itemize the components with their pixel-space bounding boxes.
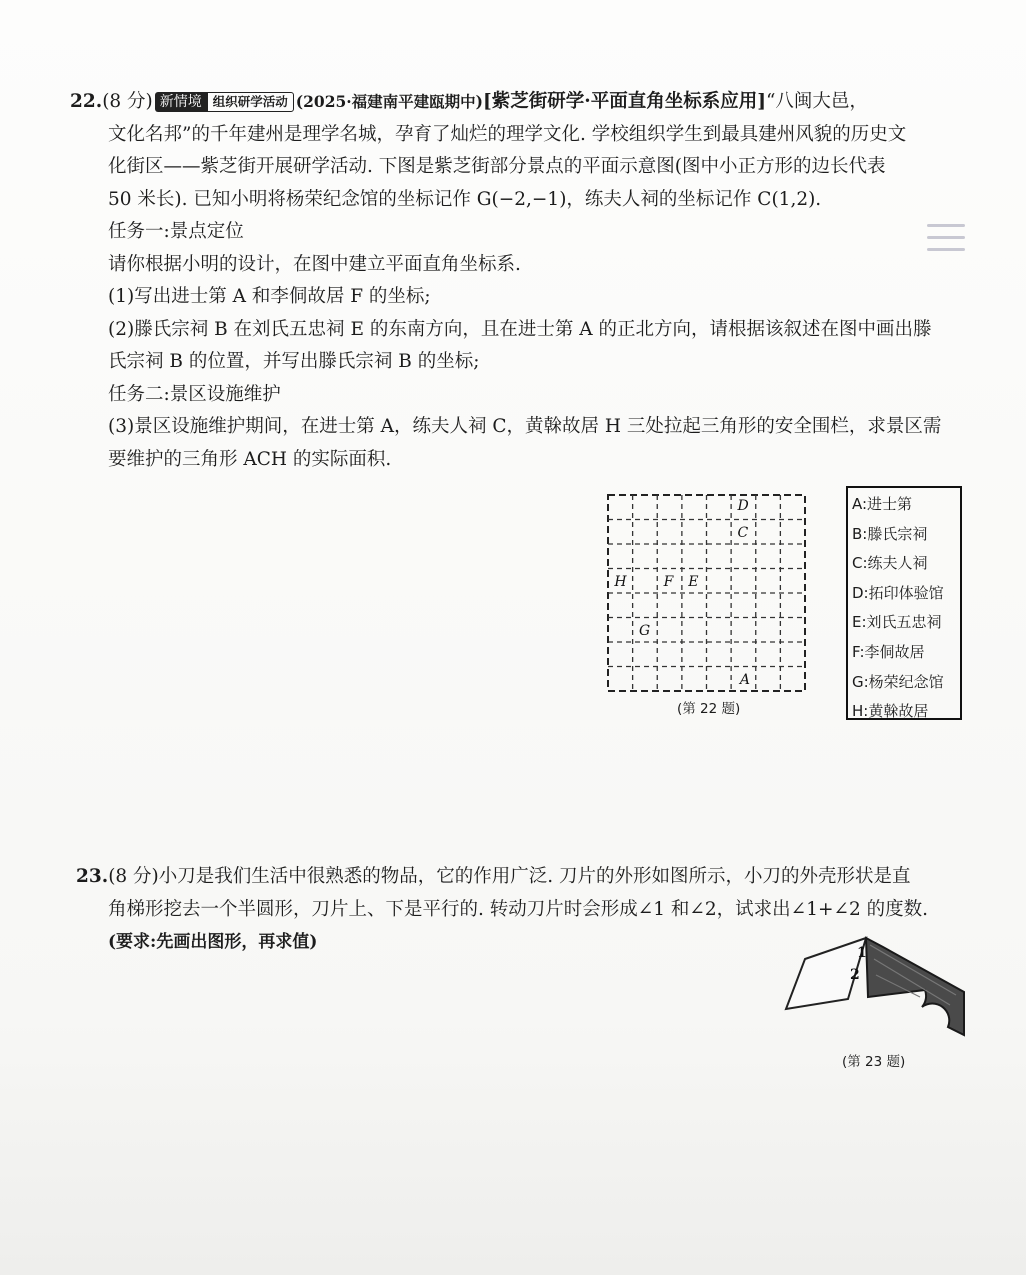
q22-score: (8 分) xyxy=(102,91,153,112)
q22-tag xyxy=(155,92,294,112)
q22-line1-tail: “八闽大邑， xyxy=(765,91,868,112)
task1-intro: 请你根据小明的设计，在图中建立平面直角坐标系. xyxy=(108,253,521,275)
sub-question-3-line-1: (3)景区设施维护期间，在进士第 A，练夫人祠 C，黄榦故居 H 三处拉起三角形的安全围栏，求景区需 xyxy=(108,416,942,437)
knife-handle xyxy=(866,938,964,1035)
q22-tag-dark: 新情境 xyxy=(155,92,207,112)
grid-point-a: A xyxy=(739,671,751,688)
q23-line-2: 角梯形挖去一个半圆形，刀片上、下是平行的. 转动刀片时会形成∠1 和∠2，试求出∠1+∠2 的度数. xyxy=(108,898,928,920)
q22-line-1 xyxy=(70,86,970,119)
q23-line-1 xyxy=(76,861,976,894)
q23-number: 23. xyxy=(76,866,109,887)
figure-23-caption: (第 23 题) xyxy=(842,1054,906,1070)
grid-point-g: G xyxy=(638,622,651,639)
task1-title: 任务一:景点定位 xyxy=(108,221,244,242)
menu-icon[interactable] xyxy=(927,224,965,260)
sub-question-2-line-2: 氏宗祠 B 的位置，并写出滕氏宗祠 B 的坐标; xyxy=(108,351,480,372)
map-legend xyxy=(846,486,962,720)
grid-point-d: D xyxy=(737,497,749,514)
legend-item-h: H:黄榦故居 xyxy=(852,702,929,721)
q22-number: 22. xyxy=(70,91,103,112)
angle-2-label: 2 xyxy=(850,967,860,983)
legend-item-f: F:李侗故居 xyxy=(852,642,925,661)
grid-point-f: F xyxy=(663,573,674,590)
q23-score: (8 分) xyxy=(108,866,159,887)
sub-question-1: (1)写出进士第 A 和李侗故居 F 的坐标; xyxy=(108,286,431,307)
grid-point-e: E xyxy=(688,573,699,590)
q23-requirement: (要求:先画出图形，再求值) xyxy=(108,932,318,952)
grid-lines xyxy=(608,495,805,691)
legend-item-c: C:练夫人祠 xyxy=(852,554,928,573)
q22-line-2: 文化名邦”的千年建州是理学名城，孕育了灿烂的理学文化. 学校组织学生到最具建州风貌的历史文 xyxy=(108,123,907,145)
legend-item-e: E:刘氏五忠祠 xyxy=(852,613,942,632)
q22-topic: [紫芝街研学·平面直角坐标系应用] xyxy=(483,91,766,112)
grid-point-h: H xyxy=(614,573,627,590)
question-22 xyxy=(70,86,970,476)
legend-item-a: A:进士第 xyxy=(852,495,913,513)
grid-map-figure xyxy=(607,494,807,694)
legend-item-g: G:杨荣纪念馆 xyxy=(852,672,944,691)
angle-1-label: 1 xyxy=(857,945,867,961)
task2-title: 任务二:景区设施维护 xyxy=(108,383,281,405)
sub-question-2-line-1: (2)滕氏宗祠 B 在刘氏五忠祠 E 的东南方向，且在进士第 A 的正北方向，请根据该叙述在图中画出滕 xyxy=(108,318,932,340)
legend-item-b: B:滕氏宗祠 xyxy=(852,524,928,543)
grid-point-c: C xyxy=(737,524,749,541)
legend-item-d: D:拓印体验馆 xyxy=(852,583,944,602)
figure-22-caption: (第 22 题) xyxy=(677,701,741,717)
q22-tag-light: 组织研学活动 xyxy=(207,92,294,112)
q22-line-3: 化街区——紫芝街开展研学活动. 下图是紫芝街部分景点的平面示意图(图中小正方形的边长代表 xyxy=(108,156,886,177)
sub-question-3-line-2: 要维护的三角形 ACH 的实际面积. xyxy=(108,448,392,470)
q23-text-1: 小刀是我们生活中很熟悉的物品，它的作用广泛. 刀片的外形如图所示，小刀的外壳形状是直 xyxy=(158,866,911,887)
knife-figure xyxy=(780,935,970,1045)
q22-line-4: 50 米长). 已知小明将杨荣纪念馆的坐标记作 G(−2,−1)，练夫人祠的坐标记作 C(1,2). xyxy=(108,188,822,210)
q22-source: (2025·福建南平建瓯期中) xyxy=(295,92,484,111)
